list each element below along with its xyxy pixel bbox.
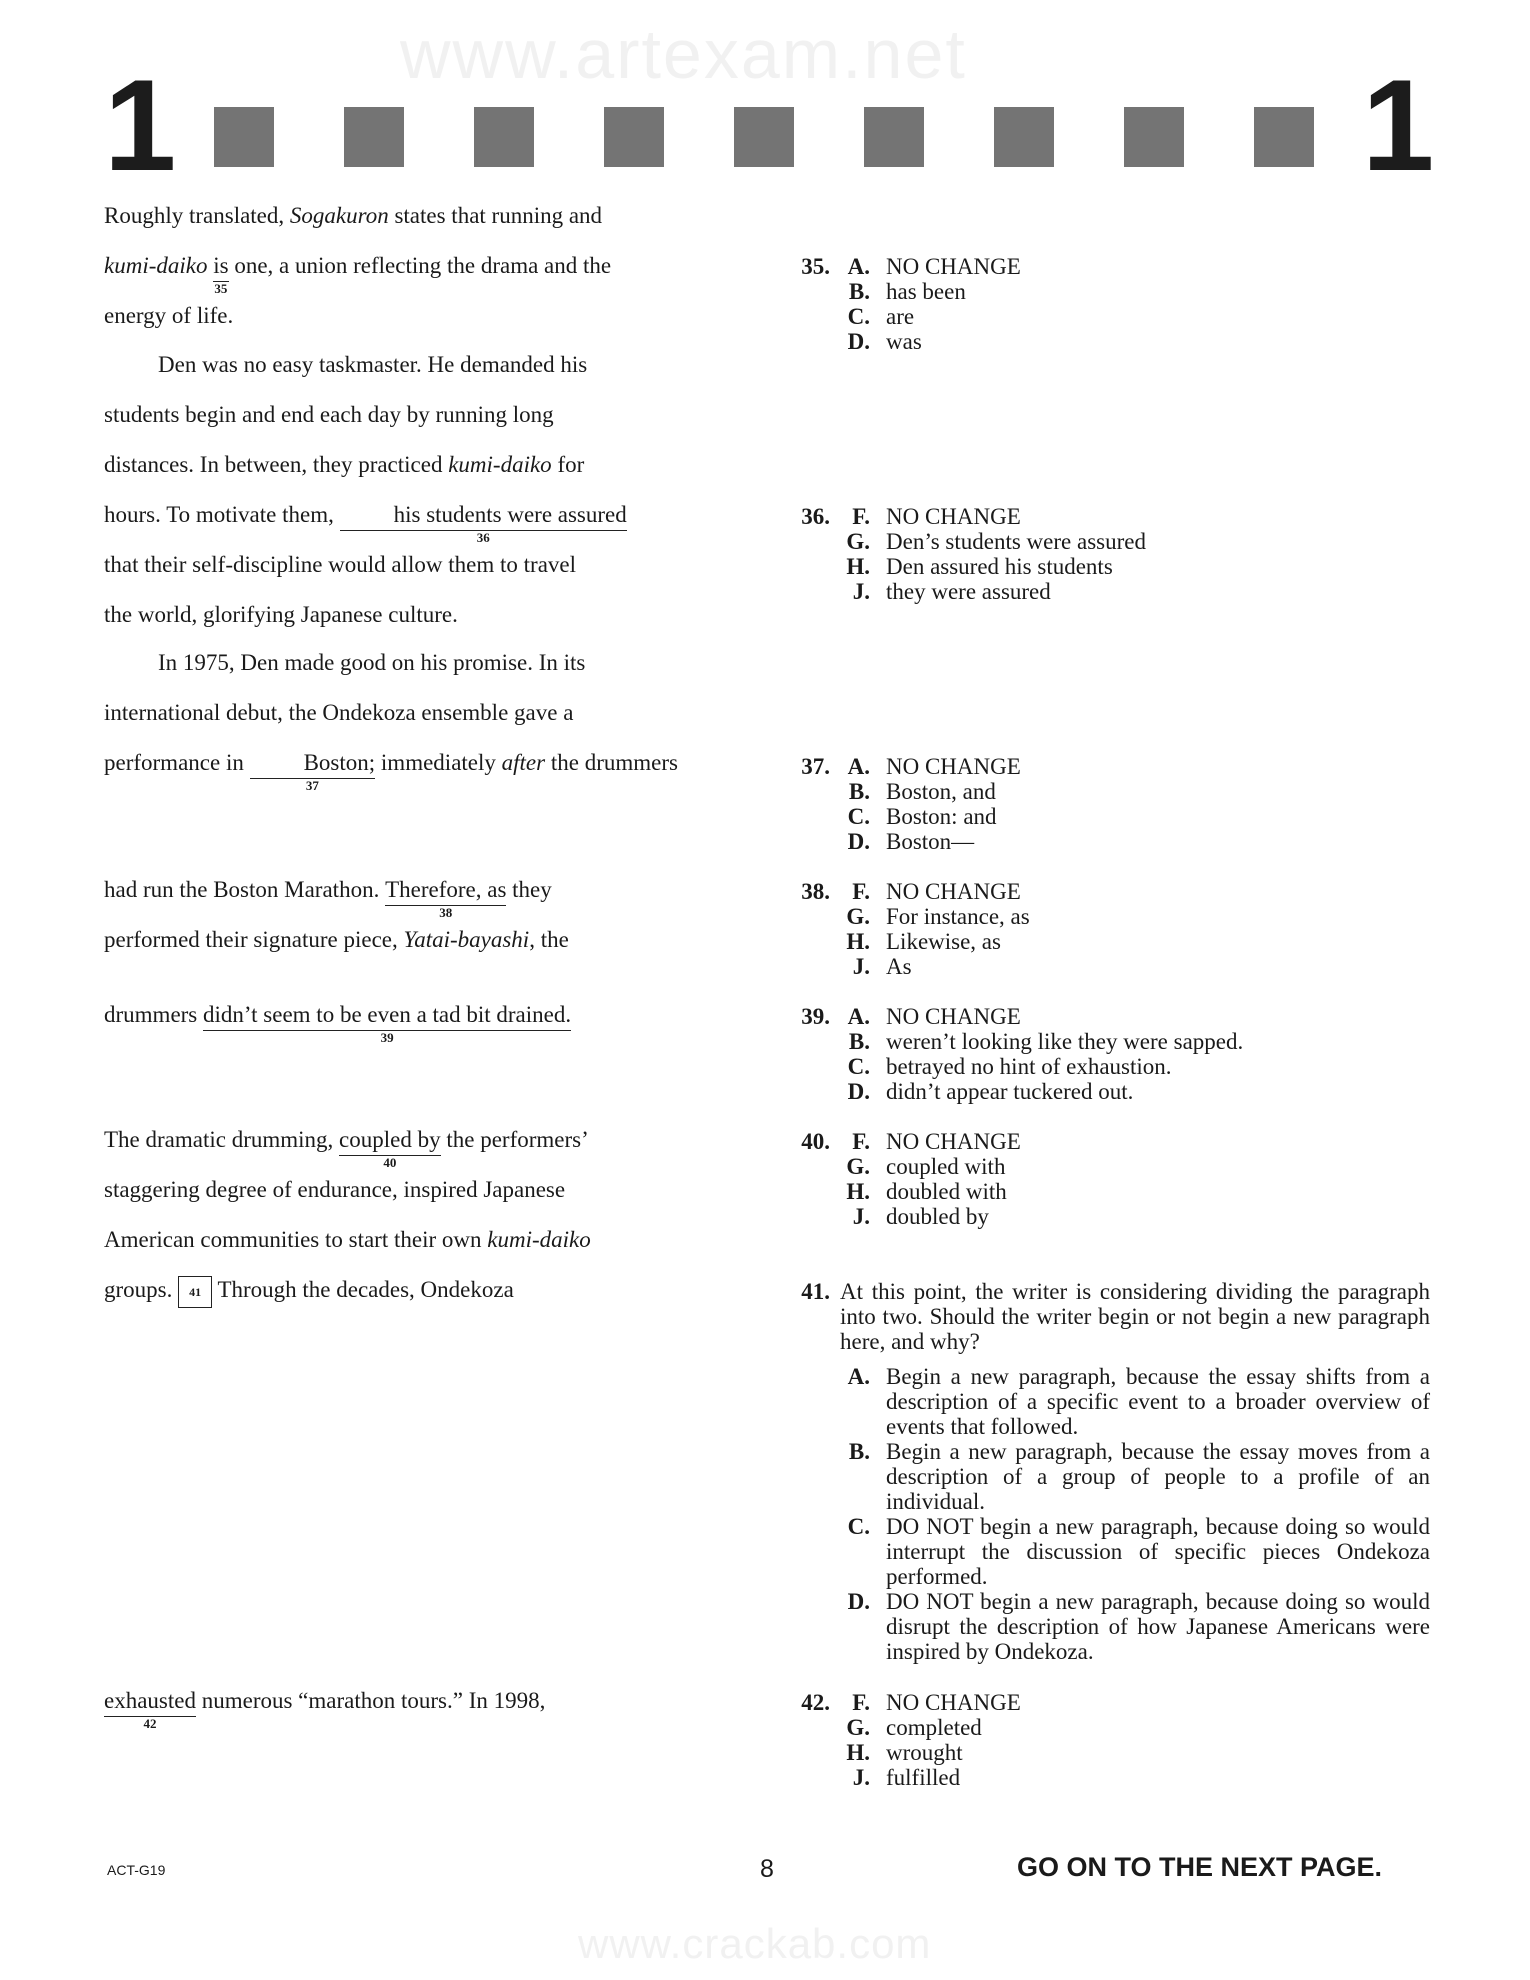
answer-option-h[interactable]: H. doubled with [846, 1179, 1007, 1204]
question-40 [790, 1129, 1430, 1229]
question-38 [790, 879, 1430, 979]
answer-option-h[interactable]: H. Likewise, as [846, 929, 1001, 954]
answer-option-j[interactable]: J. fulfilled [852, 1765, 961, 1790]
watermark-top: www.artexam.net [400, 15, 967, 93]
question-marker-35: 35 [214, 281, 228, 296]
answer-option-b[interactable]: B. Boston, and [848, 779, 996, 804]
header-square-4 [604, 107, 664, 167]
answer-option-a[interactable]: A. NO CHANGE [847, 754, 1021, 779]
question-marker-42: 42 [143, 1716, 157, 1731]
answer-option-b[interactable]: B. Begin a new paragraph, because the essay moves from a description of a group of people to a profile of an individual. [848, 1439, 1430, 1514]
question-number: 35. [801, 254, 830, 279]
question-39 [790, 1004, 1430, 1104]
question-marker-36: 36 [476, 530, 490, 545]
section-number-right: 1 [1362, 52, 1435, 198]
question-number: 39. [801, 1004, 830, 1029]
question-37 [790, 754, 1430, 854]
underline-36[interactable]: his students were assured 36 [340, 500, 627, 531]
question-number: 41. [801, 1279, 830, 1304]
underline-37[interactable]: Boston; 37 [250, 748, 376, 779]
footer-test-code: ACT-G19 [107, 1862, 166, 1878]
question-42 [790, 1690, 1430, 1790]
answer-option-g[interactable]: G. For instance, as [846, 904, 1030, 929]
question-number: 38. [801, 879, 830, 904]
page-number: 8 [760, 1855, 774, 1883]
answer-option-d[interactable]: D. didn’t appear tuckered out. [847, 1079, 1134, 1104]
passage-line-40c: American communities to start their own kumi-daiko [104, 1227, 591, 1252]
answer-option-a[interactable]: A. NO CHANGE [847, 254, 1021, 279]
answer-option-g[interactable]: G. coupled with [846, 1154, 1006, 1179]
underline-39[interactable]: didn’t seem to be even a tad bit drained. 39 [203, 1002, 572, 1045]
header-square-7 [994, 107, 1054, 167]
answer-option-j[interactable]: J. As [852, 954, 912, 979]
header-square-1 [214, 107, 274, 167]
question-stem: At this point, the writer is considering dividing the paragraph into two. Should the writer begin or not begin a new paragraph here, and why? [840, 1279, 1430, 1354]
header-square-6 [864, 107, 924, 167]
question-marker-37: 37 [305, 778, 319, 793]
question-number: 42. [801, 1690, 830, 1715]
underline-35[interactable]: is 35 [213, 253, 229, 296]
question-marker-39: 39 [380, 1030, 394, 1045]
answer-option-h[interactable]: H. Den assured his students [846, 554, 1113, 579]
question-marker-40: 40 [383, 1155, 397, 1170]
answer-option-j[interactable]: J. doubled by [852, 1204, 989, 1229]
answer-option-a[interactable]: A. NO CHANGE [847, 1004, 1021, 1029]
passage-line-38: had run the Boston Marathon. Therefore, as 38 they [104, 877, 552, 920]
question-box-41[interactable]: 41 [178, 1276, 212, 1308]
answer-option-f[interactable]: F. NO CHANGE [852, 1129, 1021, 1154]
section-number-left: 1 [104, 52, 177, 198]
passage-line-41: groups. 41 Through the decades, Ondekoza [104, 1275, 514, 1308]
header-square-5 [734, 107, 794, 167]
answer-option-c[interactable]: C. DO NOT begin a new paragraph, because doing so would interrupt the discussion of specific pieces Ondekoza performed. [847, 1514, 1430, 1589]
question-41 [790, 1279, 1430, 1664]
answer-option-b[interactable]: B. weren’t looking like they were sapped. [848, 1029, 1244, 1054]
passage-line-42: exhausted 42 numerous “marathon tours.” In 1998, [104, 1688, 546, 1731]
question-35 [790, 254, 1430, 354]
passage-line-38b: performed their signature piece, Yatai-bayashi, the [104, 927, 569, 952]
passage-line-40: The dramatic drumming, coupled by 40 the performers’ [104, 1127, 589, 1170]
passage-line-40b: staggering degree of endurance, inspired Japanese [104, 1177, 566, 1202]
underline-40[interactable]: coupled by 40 [339, 1127, 441, 1170]
go-on-next-page-notice: GO ON TO THE NEXT PAGE. [1017, 1852, 1383, 1882]
question-36 [790, 504, 1430, 604]
passage-paragraph-1: Roughly translated, Sogakuron states that running and kumi-daiko is 35 one, a union reflecting the drama and the energy of life. [104, 203, 612, 328]
answer-option-d[interactable]: D. Boston— [847, 829, 975, 854]
answer-option-g[interactable]: G. completed [846, 1715, 982, 1740]
answer-option-c[interactable]: C. are [847, 304, 915, 329]
header-square-3 [474, 107, 534, 167]
answer-option-d[interactable]: D. DO NOT begin a new paragraph, because doing so would disrupt the description of how Japanese Americans were inspired by Ondekoza. [847, 1589, 1430, 1664]
answer-option-c[interactable]: C. betrayed no hint of exhaustion. [847, 1054, 1172, 1079]
question-number: 40. [801, 1129, 830, 1154]
answer-option-d[interactable]: D. was [847, 329, 922, 354]
header-square-2 [344, 107, 404, 167]
header-square-9 [1254, 107, 1314, 167]
answer-option-f[interactable]: F. NO CHANGE [852, 879, 1021, 904]
watermark-bottom: www.crackab.com [578, 1920, 932, 1967]
question-number: 37. [801, 754, 830, 779]
question-marker-38: 38 [439, 905, 453, 920]
answer-option-f[interactable]: F. NO CHANGE [852, 504, 1021, 529]
answer-option-c[interactable]: C. Boston: and [847, 804, 997, 829]
header-square-8 [1124, 107, 1184, 167]
answer-option-b[interactable]: B. has been [848, 279, 966, 304]
answer-option-g[interactable]: G. Den’s students were assured [846, 529, 1146, 554]
passage-line-39: drummers didn’t seem to be even a tad bit drained. 39 [104, 1002, 572, 1045]
passage-paragraph-2: Den was no easy taskmaster. He demanded his students begin and end each day by running long distances. In between, they practiced kumi-daiko for hours. To motivate them, his students were assured 36 that their self-discipline would allow them to travel the world, glorifying Japanese culture. [104, 352, 627, 627]
question-number: 36. [801, 504, 830, 529]
answer-option-a[interactable]: A. Begin a new paragraph, because the essay shifts from a description of a specific event to a broader overview of events that followed. [847, 1364, 1430, 1439]
answer-option-j[interactable]: J. they were assured [852, 579, 1051, 604]
underline-42[interactable]: exhausted 42 [104, 1688, 196, 1731]
answer-option-f[interactable]: F. NO CHANGE [852, 1690, 1021, 1715]
passage-paragraph-3: In 1975, Den made good on his promise. In its international debut, the Ondekoza ensemble gave a performance in Boston; 37 immediately after the drummers [104, 650, 678, 793]
answer-option-h[interactable]: H. wrought [846, 1740, 963, 1765]
underline-38[interactable]: Therefore, as 38 [385, 877, 507, 920]
